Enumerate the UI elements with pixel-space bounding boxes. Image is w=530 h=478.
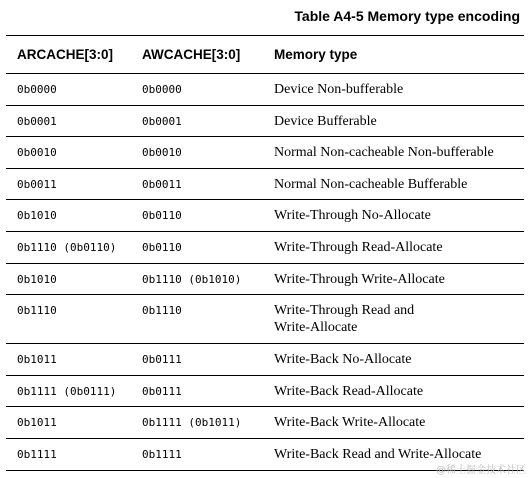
- memory-type-cell: Write-Back Read-Allocate: [274, 383, 424, 399]
- arcache-cell: 0b1111 (0b0111): [17, 384, 117, 398]
- table-row: [6, 295, 524, 344]
- awcache-cell: 0b1111: [142, 447, 182, 461]
- memory-type-cell: Write-Back Read and Write-Allocate: [274, 446, 482, 462]
- table-row: [6, 264, 524, 296]
- arcache-cell: 0b0001: [17, 114, 57, 128]
- table-row: [6, 200, 524, 232]
- arcache-cell: 0b0010: [17, 146, 57, 160]
- arcache-cell: 0b0000: [17, 83, 57, 96]
- awcache-cell: 0b1110 (0b1010): [142, 272, 242, 286]
- memory-type-cell: Write-Through Read-Allocate: [274, 239, 443, 255]
- awcache-cell: 0b0011: [142, 177, 182, 191]
- column-header-awcache: AWCACHE[3:0]: [142, 47, 241, 62]
- table-row: [6, 232, 524, 264]
- arcache-cell: 0b1010: [17, 209, 57, 223]
- memory-type-cell: Write-Through No-Allocate: [274, 208, 431, 224]
- awcache-cell: 0b0110: [142, 240, 182, 254]
- table-row: [6, 376, 524, 408]
- memory-type-cell: Device Bufferable: [274, 113, 377, 129]
- arcache-cell: 0b1011: [17, 353, 57, 367]
- column-header-memory-type: Memory type: [274, 47, 358, 62]
- table-row: [6, 106, 524, 138]
- table-row: [6, 407, 524, 439]
- awcache-cell: 0b0111: [142, 353, 182, 367]
- memory-type-cell: Normal Non-cacheable Bufferable: [274, 176, 468, 192]
- awcache-cell: 0b0111: [142, 384, 182, 398]
- awcache-cell: 0b0010: [142, 146, 182, 160]
- memory-type-table: [6, 35, 524, 471]
- awcache-cell: 0b1110: [142, 304, 182, 318]
- arcache-cell: 0b1011: [17, 416, 57, 430]
- memory-type-cell: Write-Back No-Allocate: [274, 352, 412, 368]
- watermark-text: @稀土掘金技术社区: [436, 465, 526, 476]
- memory-type-cell: Write-Through Write-Allocate: [274, 271, 445, 287]
- table-caption: Table A4-5 Memory type encoding: [294, 8, 520, 24]
- awcache-cell: 0b0110: [142, 209, 182, 223]
- awcache-cell: 0b1111 (0b1011): [142, 416, 242, 430]
- table-row: [6, 344, 524, 376]
- table-row: [6, 74, 524, 106]
- memory-type-cell: Write-Back Write-Allocate: [274, 415, 426, 431]
- arcache-cell: 0b1111: [17, 447, 57, 461]
- arcache-cell: 0b1110: [17, 304, 57, 318]
- table-row: [6, 169, 524, 201]
- column-header-arcache: ARCACHE[3:0]: [17, 47, 114, 62]
- memory-type-cell: Device Non-bufferable: [274, 82, 404, 97]
- memory-type-cell: Write-Through Read and Write-Allocate: [274, 303, 415, 336]
- arcache-cell: 0b0011: [17, 177, 57, 191]
- arcache-cell: 0b1110 (0b0110): [17, 240, 117, 254]
- table-row: [6, 137, 524, 169]
- table-header-row: [6, 36, 524, 74]
- memory-type-cell: Normal Non-cacheable Non-bufferable: [274, 145, 494, 161]
- awcache-cell: 0b0000: [142, 83, 182, 96]
- awcache-cell: 0b0001: [142, 114, 182, 128]
- arcache-cell: 0b1010: [17, 272, 57, 286]
